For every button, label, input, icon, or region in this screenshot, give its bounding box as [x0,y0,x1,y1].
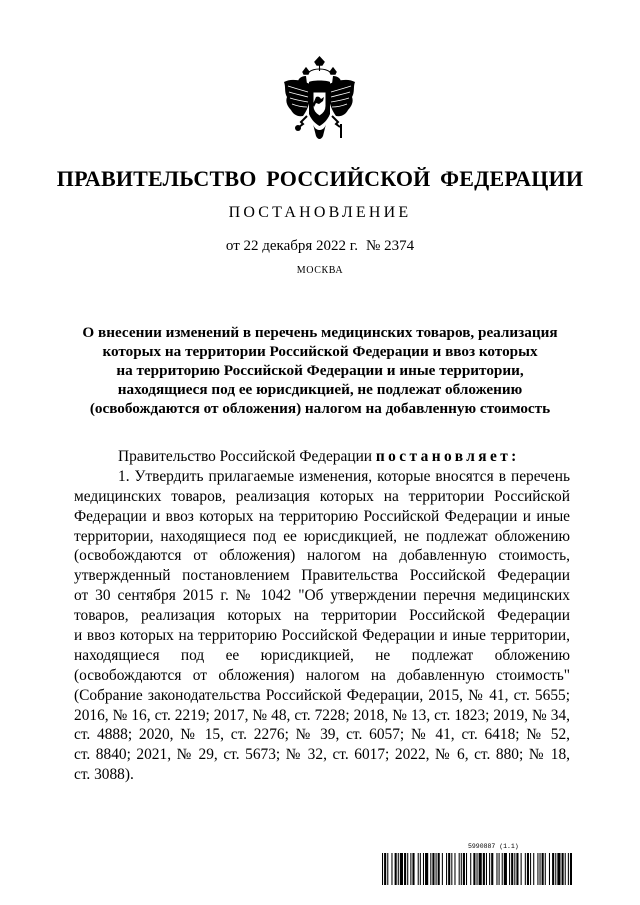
barcode-bar [384,853,386,885]
barcode-bar [545,853,546,885]
barcode-bar [382,853,383,885]
body-line: Федерации и ввоз которых на территорию Российской Федерации и иные [74,507,570,525]
body-line: медицинских товаров, реализация которых на территории Российской [74,487,570,505]
document-type: ПОСТАНОВЛЕНИЕ [228,204,412,221]
barcode-bar [537,853,538,885]
barcode-bar [461,853,462,885]
barcode-bar [502,853,503,885]
body-line: и ввоз которых на территорию Российской Федерации и иные территории, [74,627,570,645]
barcode-bar [477,853,478,885]
title-line: которых на территории Российской Федерации и ввоз которых [102,343,538,360]
body-line: (освобождаются от обложения) налогом на добавленную стоимость, [74,547,570,565]
document-city: МОСКВА [296,265,344,276]
body-line: 1. Утвердить прилагаемые изменения, которые вносятся в перечень [118,467,570,485]
barcode-bar [423,853,424,885]
barcode-bar [568,853,569,885]
barcode-bar [410,853,411,885]
decree-word: постановляет: [375,448,520,465]
barcode-bar [542,853,544,885]
barcode-bar [533,853,534,885]
body-line: 2016, № 16, ст. 2219; 2017, № 48, ст. 7228; 2018, № 13, ст. 1823; 2019, № 34, [74,706,570,724]
barcode-bar [404,853,406,885]
body-line: товаров, реализация которых на территории Российской Федерации [74,607,570,625]
barcode-bar [459,853,460,885]
barcode-bar [473,853,475,885]
barcode-bar [499,853,500,885]
barcode-bar [489,853,490,885]
barcode-bar [391,853,392,885]
barcode-bar [504,853,507,885]
barcode-bar [420,853,421,885]
barcode-bar [387,853,388,885]
barcode-bar [540,853,541,885]
body-line: ст. 8840; 2021, № 29, ст. 5673; № 32, ст. 6017; 2022, № 6, ст. 880; № 18, [74,746,570,764]
barcode-bar [565,853,566,885]
barcode-bar [412,853,414,885]
barcode-bar [400,853,403,885]
barcode-bar [470,853,471,885]
barcode-bar [514,853,515,885]
barcode-bar [570,853,572,885]
body-line: от 30 сентября 2015 г. № 1042 "Об утверждении перечня медицинских [74,587,570,605]
barcode-bar [516,853,518,885]
body-line: ст. 3088). [74,766,134,784]
intro-text: Правительство Российской Федерации [118,448,376,465]
barcode-bar [466,853,467,885]
body-line: ст. 4888; 2020, № 15, ст. 2276; № 39, ст. 6057; № 41, ст. 6418; № 52, [74,726,570,744]
barcode-bar [479,853,482,885]
barcode-bar [525,853,526,885]
barcode-bar [438,853,440,885]
government-name: ПРАВИТЕЛЬСТВО РОССИЙСКОЙ ФЕДЕРАЦИИ [56,166,584,191]
barcode-bar [463,853,465,885]
barcode-bar [555,853,556,885]
body-line: (освобождаются от обложения) налогом на добавленную стоимость" [74,666,570,684]
barcode-bar [446,853,447,885]
document-date: от 22 декабря 2022 г. [225,238,359,254]
barcode-bar [398,853,399,885]
barcode-bar [562,853,564,885]
barcode-bar [511,853,513,885]
barcode-bar [418,853,419,885]
document-body [74,447,570,785]
barcode-bar [496,853,497,885]
barcode-bar [527,853,529,885]
barcode-bar [448,853,450,885]
barcode-bar [549,853,550,885]
title-line: (освобождаются от обложения) налогом на добавленную стоимость [89,400,551,417]
document-number: № 2374 [366,238,415,254]
body-line: территории, находящиеся под ее юрисдикцией, не подлежат обложению [74,527,570,545]
barcode-bar [491,853,493,885]
barcode-bar [430,853,431,885]
barcode-icon [382,853,572,885]
document-date-number [0,238,640,255]
barcode-bar [425,853,428,885]
intro-paragraph [74,447,570,467]
barcode-bar [521,853,522,885]
title-line: О внесении изменений в перечень медицинских товаров, реализация [82,324,558,341]
title-line: находящиеся под ее юрисдикцией, не подлежат обложению [117,381,523,398]
barcode-bar [486,853,487,885]
barcode-bar [407,853,408,885]
barcode-bar [432,853,434,885]
body-line: утвержденный постановлением Правительства Российской Федерации [74,567,570,585]
document-title [70,323,570,418]
barcode-bar [436,853,437,885]
barcode-bar [530,853,531,885]
barcode-bar [442,853,443,885]
barcode-bar [509,853,510,885]
barcode-bar [483,853,485,885]
barcode-bar [454,853,455,885]
body-line: (Собрание законодательства Российской Федерации, 2015, № 41, ст. 5655; [74,686,570,704]
barcode-bar [395,853,397,885]
barcode-number: 5990887 (1.1) [468,843,519,850]
barcode-bar [451,853,452,885]
barcode-bar [552,853,554,885]
barcode-bar [557,853,560,885]
body-line: находящиеся под ее юрисдикцией, не подлежат обложению [74,646,570,664]
title-line: на территорию Российской Федерации и иные территории, [116,362,524,379]
barcode-block [382,843,572,887]
coat-of-arms-emblem [279,54,360,149]
